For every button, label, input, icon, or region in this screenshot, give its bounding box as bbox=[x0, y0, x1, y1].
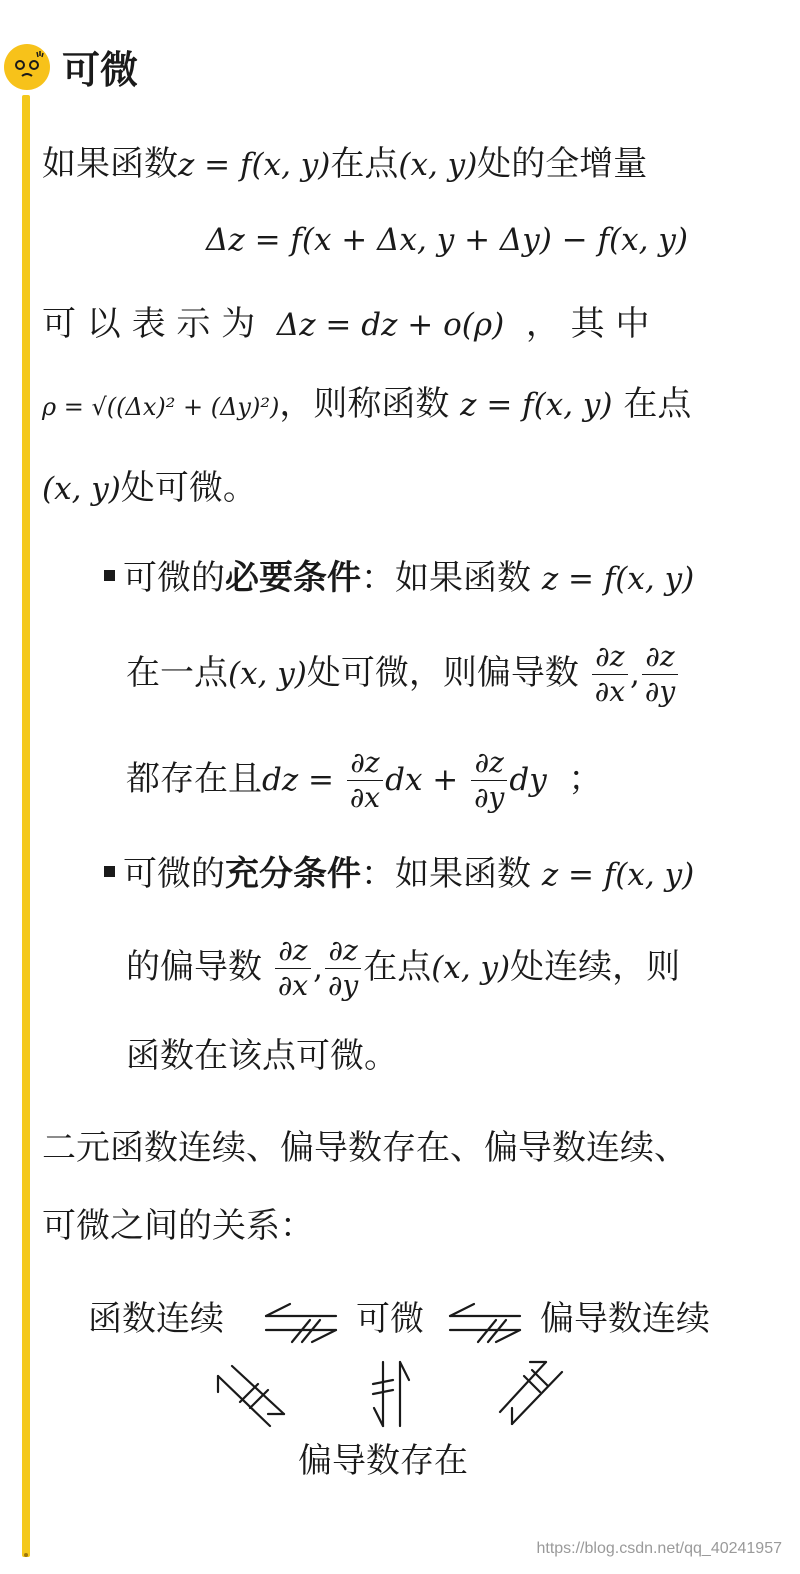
node-differentiable: 可微 bbox=[356, 1299, 424, 1339]
partial-z-x-fraction: $\frac{\partial z}{\partial x}$ bbox=[592, 640, 628, 709]
sufficient-condition-line-3: 函数在该点可微。 bbox=[126, 1036, 398, 1076]
definition-line-3: 可 以 表 示 为 Δz = dz + o(ρ) ， 其 中 bbox=[42, 304, 650, 344]
bullet-square bbox=[104, 866, 115, 877]
partial-z-y-fraction: $\frac{\partial z}{\partial y}$ bbox=[642, 640, 678, 709]
necessary-condition-line-1: 可微的必要条件：如果函数 z = f(x, y) bbox=[104, 552, 694, 605]
bullet-square bbox=[104, 570, 115, 581]
arrow-differentiable-partial-exist bbox=[373, 1362, 409, 1426]
partial-z-y-fraction: $\frac{\partial z}{\partial y}$ bbox=[325, 934, 361, 1003]
definition-line-5: (x, y)处可微。 bbox=[42, 468, 257, 508]
definition-line-1: 如果函数z = f(x, y)在点(x, y)处的全增量 bbox=[42, 144, 648, 184]
source-watermark: https://blog.csdn.net/qq_40241957 bbox=[536, 1540, 782, 1557]
arrow-continuous-partial-exist-crossed bbox=[218, 1366, 284, 1426]
necessary-condition-line-2: 在一点(x, y)处可微，则偏导数 $\frac{\partial z}{\partial x}$ , $\frac{\partial z}{\partial y}$ bbox=[126, 640, 680, 709]
arrow-continuous-to-differentiable-crossed bbox=[266, 1320, 336, 1342]
necessary-condition-line-3: 都存在且dz = $\frac{\partial z}{\partial x}$ dx + $\frac{\partial z}{\partial y}$ dy ； bbox=[126, 746, 603, 814]
partial-z-x-fraction: $\frac{\partial z}{\partial x}$ bbox=[347, 746, 383, 815]
sufficient-condition-line-1: 可微的充分条件：如果函数 z = f(x, y) bbox=[104, 848, 694, 901]
doodle-face-icon bbox=[4, 44, 50, 90]
relation-heading-line-2: 可微之间的关系： bbox=[42, 1206, 314, 1246]
relation-arrows bbox=[0, 1290, 800, 1440]
relation-heading-line-1: 二元函数连续、偏导数存在、偏导数连续、 bbox=[42, 1128, 688, 1168]
arrow-partial-continuous-partial-exist bbox=[500, 1362, 562, 1424]
page-title: 可微 bbox=[62, 48, 139, 92]
node-function-continuous: 函数连续 bbox=[88, 1299, 224, 1339]
total-increment-formula: Δz = f(x + Δx, y + Δy) − f(x, y) bbox=[206, 222, 688, 258]
partial-z-y-fraction: $\frac{\partial z}{\partial y}$ bbox=[471, 746, 507, 815]
sufficient-condition-line-2: 的偏导数 $\frac{\partial z}{\partial x}$ , $\frac{\partial z}{\partial y}$ 在点(x, y)处连续，则 bbox=[126, 934, 681, 1002]
bar-marker bbox=[24, 1553, 28, 1557]
node-partial-exist: 偏导数存在 bbox=[298, 1441, 468, 1481]
arrow-differentiable-to-continuous bbox=[266, 1304, 336, 1316]
node-partial-continuous: 偏导数连续 bbox=[540, 1299, 710, 1339]
arrow-partial-continuous-to-differentiable bbox=[450, 1304, 520, 1316]
definition-line-4: ρ = √((Δx)² + (Δy)²)，则称函数 z = f(x, y) 在点 bbox=[42, 384, 692, 424]
arrow-differentiable-to-partial-continuous-crossed bbox=[450, 1320, 520, 1342]
partial-z-x-fraction: $\frac{\partial z}{\partial x}$ bbox=[275, 934, 311, 1003]
